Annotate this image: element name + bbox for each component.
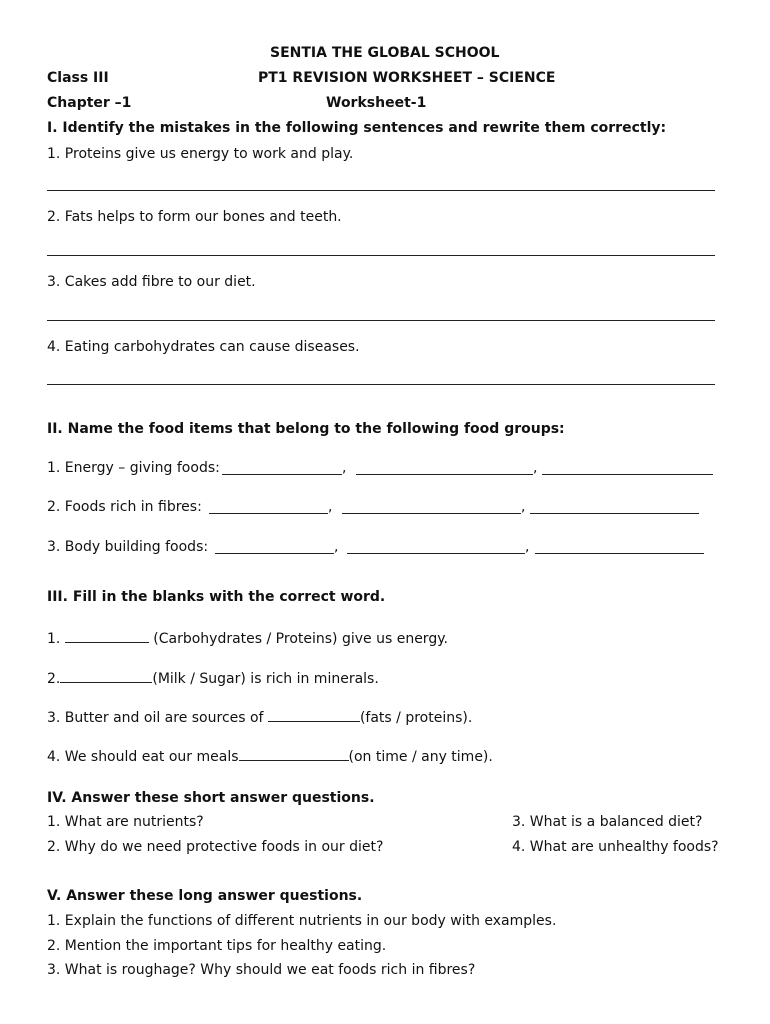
long-question: 3. What is roughage? Why should we eat foods rich in fibres?	[47, 962, 476, 978]
section-3-heading: III. Fill in the blanks with the correct word.	[47, 589, 386, 605]
long-question: 2. Mention the important tips for healthy eating.	[47, 938, 387, 954]
food-group-label: 2. Foods rich in fibres:	[47, 499, 202, 515]
fill-blank-line	[65, 628, 149, 643]
blank-line	[535, 553, 704, 554]
blank-line	[209, 513, 328, 514]
section-1-item: 1. Proteins give us energy to work and play.	[47, 146, 354, 162]
school-name: SENTIA THE GLOBAL SCHOOL	[270, 45, 500, 61]
fill-blank-prefix: 1.	[47, 631, 61, 647]
answer-line	[47, 384, 715, 385]
fill-blank-line	[60, 668, 152, 683]
food-group-label: 3. Body building foods:	[47, 539, 209, 555]
fill-blank-item	[47, 707, 472, 726]
fill-blank-suffix: (Milk / Sugar) is rich in minerals.	[152, 671, 379, 687]
comma: ,	[521, 499, 526, 515]
section-5-heading: V. Answer these long answer questions.	[47, 888, 363, 904]
fill-blank-item	[47, 668, 379, 687]
blank-line	[542, 474, 713, 475]
fill-blank-prefix: 3. Butter and oil are sources of	[47, 710, 264, 726]
blank-line	[530, 513, 699, 514]
section-2-heading: II. Name the food items that belong to the following food groups:	[47, 421, 565, 437]
chapter-label: Chapter –1	[47, 95, 132, 111]
worksheet-title: PT1 REVISION WORKSHEET – SCIENCE	[258, 70, 556, 86]
section-1-heading: I. Identify the mistakes in the following sentences and rewrite them correctly:	[47, 120, 667, 136]
fill-blank-line	[239, 746, 349, 761]
class-label: Class III	[47, 70, 109, 86]
fill-blank-line	[268, 707, 360, 722]
section-1-item: 2. Fats helps to form our bones and teeth.	[47, 209, 342, 225]
short-question: 3. What is a balanced diet?	[512, 814, 703, 830]
fill-blank-item	[47, 628, 448, 647]
comma: ,	[328, 499, 333, 515]
blank-line	[347, 553, 525, 554]
fill-blank-prefix: 4. We should eat our meals	[47, 749, 239, 765]
fill-blank-suffix: (Carbohydrates / Proteins) give us energy.	[153, 631, 448, 647]
short-question: 4. What are unhealthy foods?	[512, 839, 719, 855]
blank-line	[222, 474, 342, 475]
food-group-label: 1. Energy – giving foods:	[47, 460, 220, 476]
answer-line	[47, 320, 715, 321]
worksheet-number: Worksheet-1	[326, 95, 427, 111]
comma: ,	[342, 460, 347, 476]
blank-line	[215, 553, 334, 554]
blank-line	[342, 513, 521, 514]
section-1-item: 3. Cakes add fibre to our diet.	[47, 274, 256, 290]
long-question: 1. Explain the functions of different nutrients in our body with examples.	[47, 913, 557, 929]
answer-line	[47, 255, 715, 256]
blank-line	[356, 474, 533, 475]
section-4-heading: IV. Answer these short answer questions.	[47, 790, 375, 806]
fill-blank-prefix: 2.	[47, 671, 61, 687]
comma: ,	[533, 460, 538, 476]
short-question: 1. What are nutrients?	[47, 814, 204, 830]
fill-blank-item	[47, 746, 493, 765]
fill-blank-suffix: (on time / any time).	[348, 749, 493, 765]
answer-line	[47, 190, 715, 191]
comma: ,	[334, 539, 339, 555]
short-question: 2. Why do we need protective foods in our diet?	[47, 839, 384, 855]
fill-blank-suffix: (fats / proteins).	[359, 710, 473, 726]
section-1-item: 4. Eating carbohydrates can cause diseases.	[47, 339, 360, 355]
comma: ,	[525, 539, 530, 555]
